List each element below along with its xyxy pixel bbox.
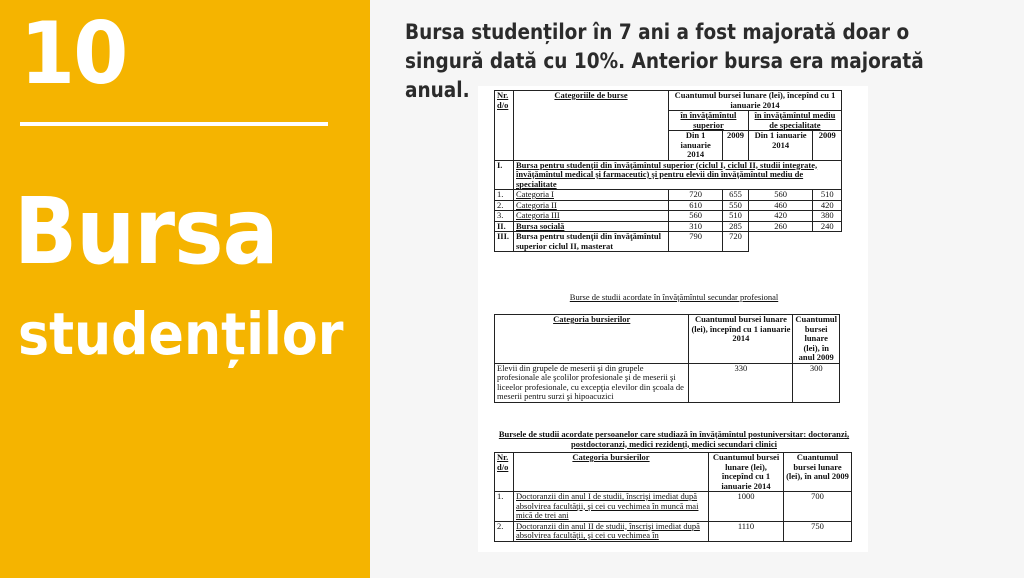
table-row <box>495 521 852 541</box>
col-nr: Nr. d/o <box>495 91 514 161</box>
cell: III. <box>495 232 514 252</box>
cell: 420 <box>813 200 842 211</box>
scholarship-table-1 <box>494 90 842 252</box>
cell: 550 <box>723 200 749 211</box>
table-row <box>495 200 842 211</box>
cell: 720 <box>669 190 723 201</box>
table-row <box>495 221 842 232</box>
cell: 330 <box>689 363 793 402</box>
table-row <box>495 492 852 522</box>
col-2014: Cuantumul bursei lunare (lei), începînd cu 1 ianuarie 2014 <box>709 453 784 492</box>
cell: Categoria I <box>514 190 669 201</box>
cell <box>748 232 813 252</box>
col-2009-b: 2009 <box>813 131 842 161</box>
col-nr: Nr. d/o <box>495 453 514 492</box>
cell: 260 <box>748 221 813 232</box>
table-row <box>495 211 842 222</box>
col-category: Categoria bursierilor <box>514 453 709 492</box>
col-from-2014: Din 1 ianuarie 2014 <box>669 131 723 161</box>
cell: 380 <box>813 211 842 222</box>
cell: 1. <box>495 492 514 522</box>
cell: 560 <box>669 211 723 222</box>
table-row <box>495 232 842 252</box>
cell: 1110 <box>709 521 784 541</box>
divider <box>20 122 328 126</box>
cell: 700 <box>784 492 852 522</box>
cell: 2. <box>495 200 514 211</box>
col-amount: Cuantumul bursei lunare (lei), începînd cu 1 ianuarie 2014 <box>669 91 842 111</box>
caption-secondary: Burse de studii acordate în învăţămîntul secundar profesional <box>569 292 779 302</box>
scholarship-table-2 <box>494 314 840 403</box>
cell: Bursa pentru studenţii din învăţămîntul superior ciclul II, masterat <box>514 232 669 252</box>
cell: 300 <box>793 363 840 402</box>
caption-postgraduate: Bursele de studii acordate persoanelor care studiază în învăţămîntul postuniversitar: doctoranzi, postdoctoranzi, medici rezidenţi, medici secundari clinici <box>498 429 850 449</box>
cell: 510 <box>813 190 842 201</box>
col-amount-2014: Cuantumul bursei lunare (lei), începînd cu 1 ianuarie 2014 <box>689 315 793 364</box>
scholarship-table-3 <box>494 452 852 542</box>
document-scan <box>478 86 868 552</box>
table-row <box>495 190 842 201</box>
col-amount-2009: Cuantumul bursei lunare (lei), în anul 2009 <box>793 315 840 364</box>
cell: Categoria II <box>514 200 669 211</box>
cell: 1000 <box>709 492 784 522</box>
col-from-2014-b: Din 1 ianuarie 2014 <box>748 131 813 161</box>
cell: 240 <box>813 221 842 232</box>
cell: II. <box>495 221 514 232</box>
slide-number: 10 <box>20 4 127 104</box>
section-title: Bursa pentru studenţii din învăţămîntul superior (ciclul I, ciclul II, studii integrate, învăţămîntul medical şi farmaceutic) şi pentru elevii din învăţămîntul mediu de specialitate <box>514 160 842 190</box>
cell: 790 <box>669 232 723 252</box>
cell: 510 <box>723 211 749 222</box>
section-nr: I. <box>495 160 514 190</box>
cell: 285 <box>723 221 749 232</box>
col-category: Categoria bursierilor <box>495 315 689 364</box>
cell: 2. <box>495 521 514 541</box>
col-category: Categoriile de burse <box>514 91 669 161</box>
cell: Categoria III <box>514 211 669 222</box>
cell: 720 <box>723 232 749 252</box>
slide-subtitle: studenților <box>18 300 344 368</box>
cell: 1. <box>495 190 514 201</box>
cell: Doctoranzii din anul I de studii, înscrişi imediat după absolvirea facultăţii, şi cei cu vechimea în muncă mai mică de trei ani <box>514 492 709 522</box>
cell <box>813 232 842 252</box>
col-2009: 2009 <box>723 131 749 161</box>
cell: 310 <box>669 221 723 232</box>
col-2009: Cuantumul bursei lunare (lei), în anul 2009 <box>784 453 852 492</box>
slide-title: Bursa <box>14 178 278 285</box>
cell: 655 <box>723 190 749 201</box>
cell: Doctoranzii din anul II de studii, înscrişi imediat după absolvirea facultăţii, şi cei cu vechimea în <box>514 521 709 541</box>
cell: 610 <box>669 200 723 211</box>
cell: 560 <box>748 190 813 201</box>
slide-heading: Bursa studenților în 7 ani a fost majorată doar o singură dată cu 10%. Anterior bursa era majorată anual. <box>405 20 924 102</box>
cell: Bursa socială <box>514 221 669 232</box>
cell: 460 <box>748 200 813 211</box>
cell: 420 <box>748 211 813 222</box>
cell: Elevii din grupele de meserii şi din grupele profesionale ale şcolilor profesionale şi de meserii şi liceelor profesionale, cu excepţia elevilor din şcoala de meserii pentru surzi şi hipoacuzici <box>495 363 689 402</box>
cell: 3. <box>495 211 514 222</box>
cell: 750 <box>784 521 852 541</box>
table-row <box>495 363 840 402</box>
col-superior: în învăţămîntul superior <box>669 111 749 131</box>
col-mediu: în învăţămîntul mediu de specialitate <box>748 111 841 131</box>
